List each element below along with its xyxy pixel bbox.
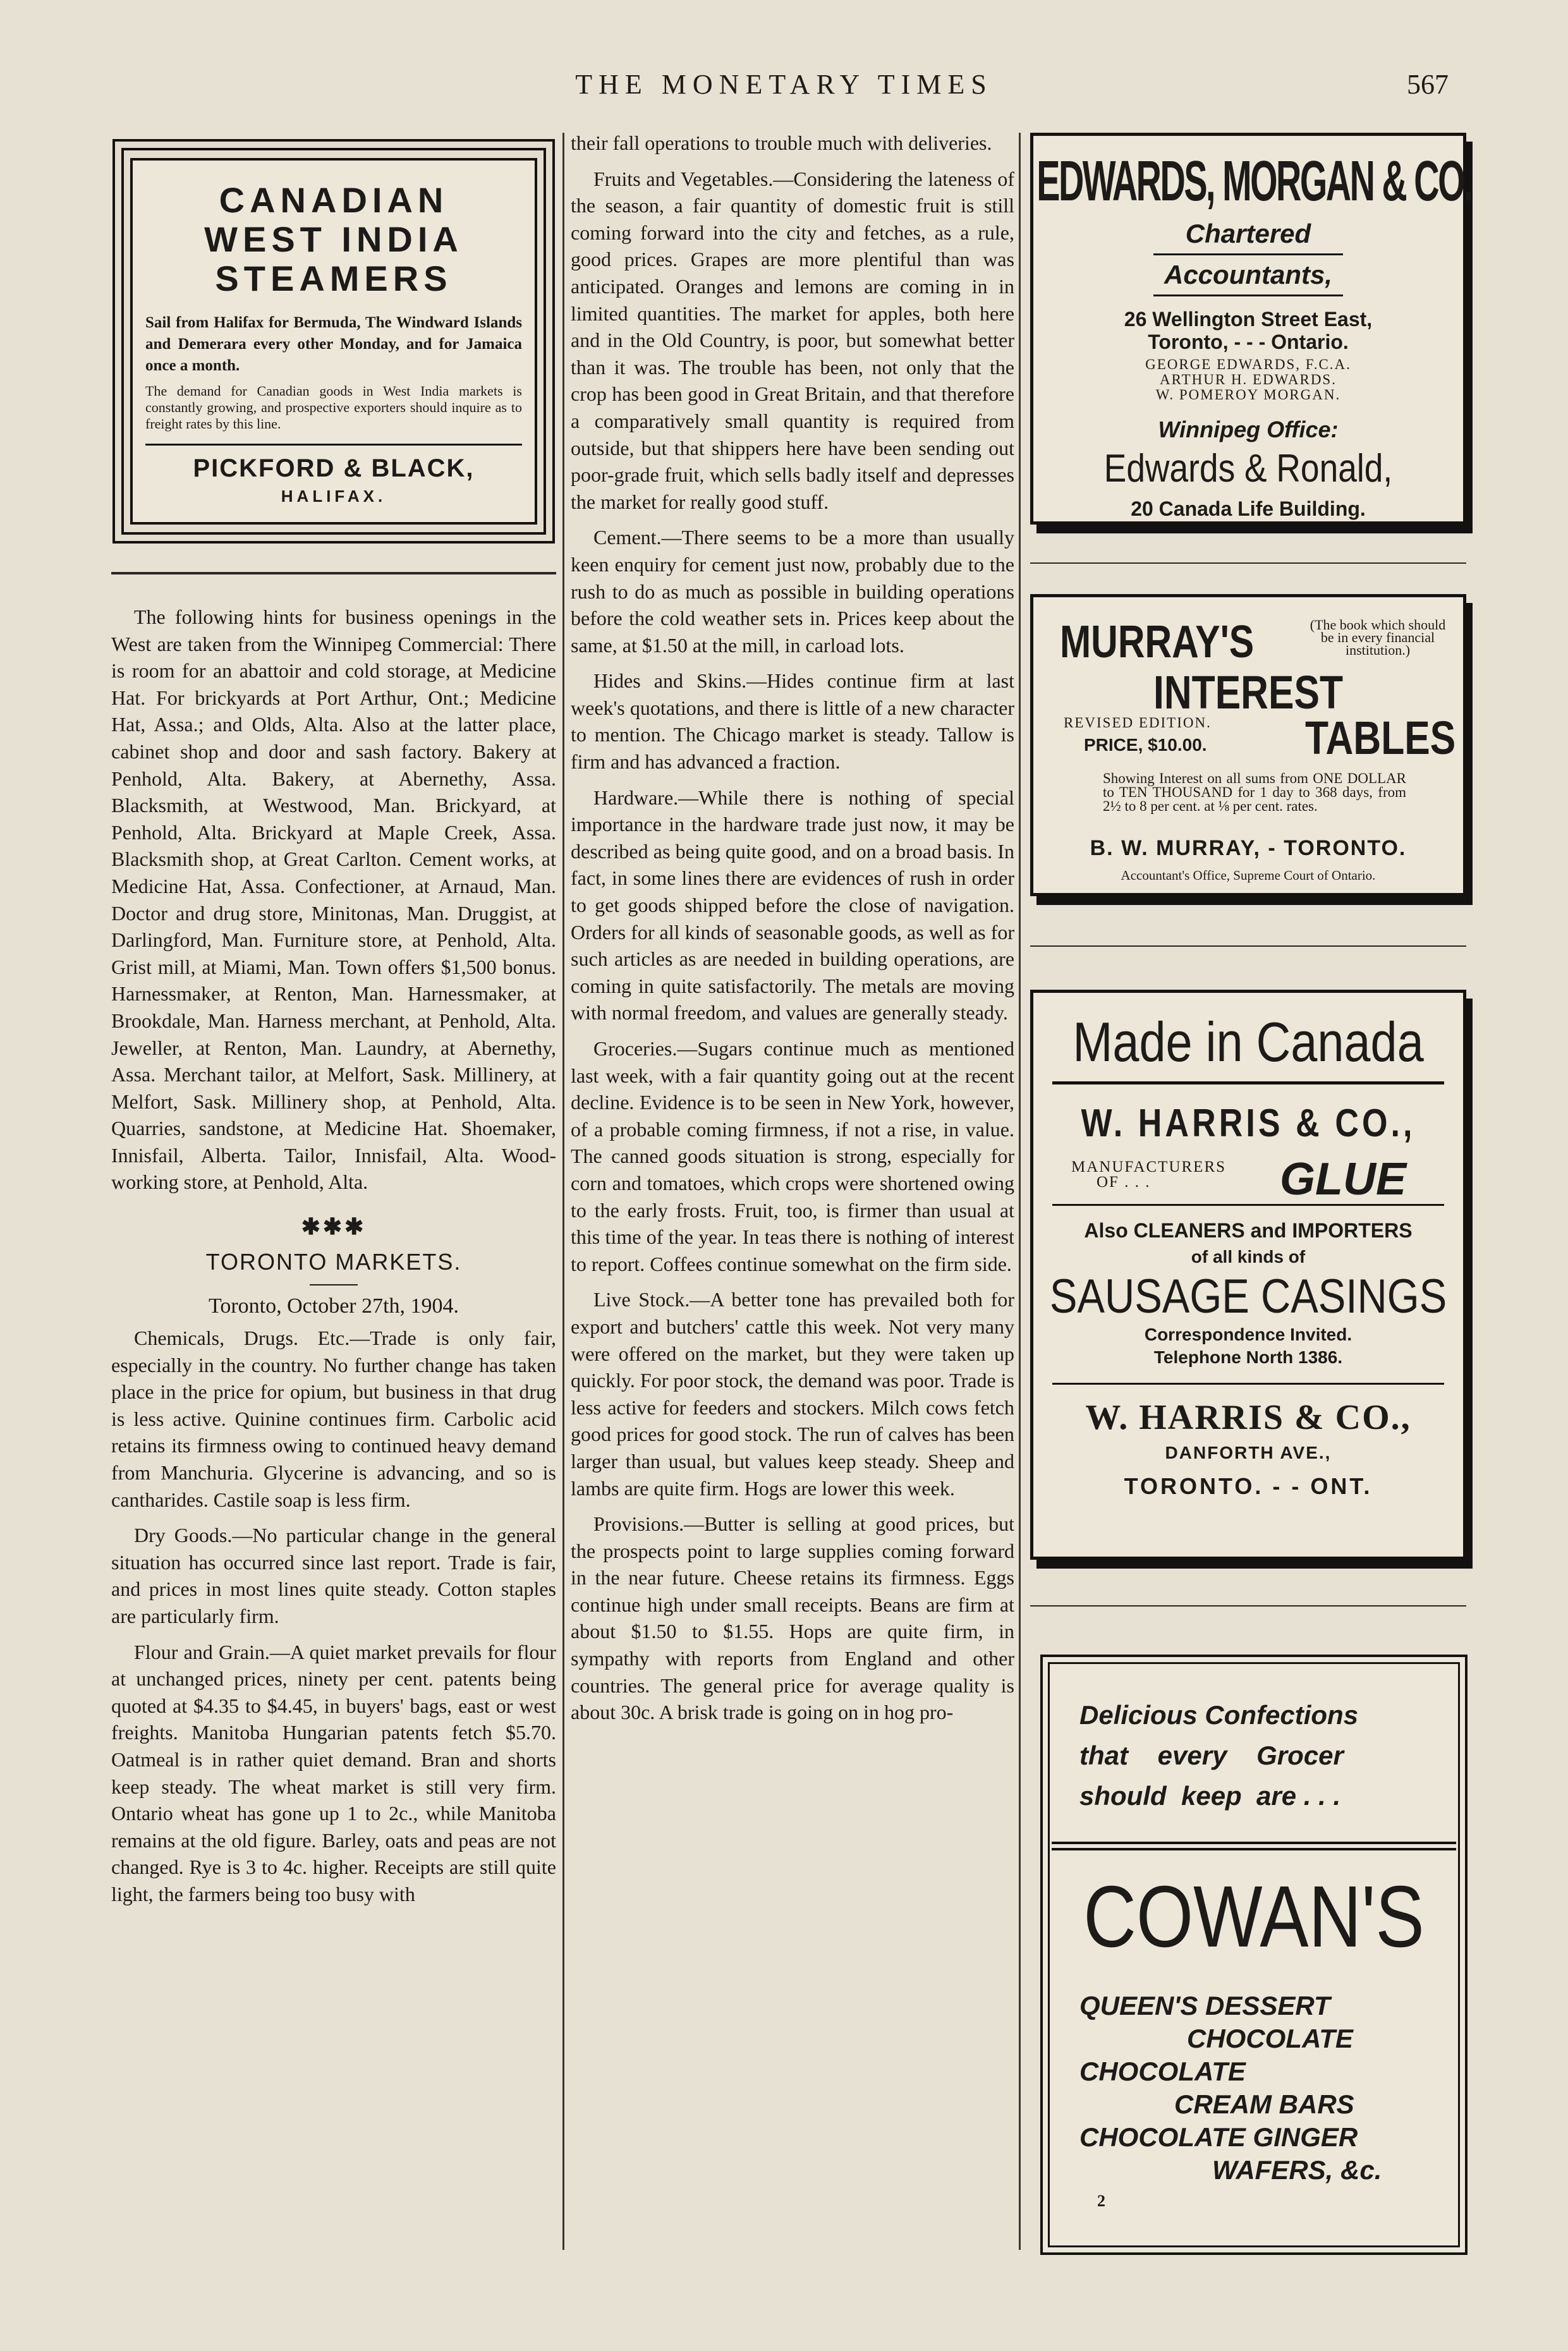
product-list — [1043, 1990, 1465, 2187]
importers-line: of all kinds of — [1191, 1247, 1306, 1267]
agent-city: HALIFAX. — [281, 487, 387, 506]
business-openings-paragraph: The following hints for business openings in the West are taken from the Winnipeg Commercial: There is room for an abattoir and cold storage, at Medicine Hat. For brickyards at Port Arthur, Ont.; Medicine Hat, Assa.; and Olds, Alta. Also at the latter place, cabinet shop and door and sash factory. Bakery at Penhold, Alta. Bakery, at Abernethy, Assa. Blacksmith, at Westwood, Man. Brickyard, at Penhold, Alta. Brickyard at Maple Creek, Assa. Blacksmith shop, at Great Carlton. Cement works, at Medicine Hat, Assa. Confectioner, at Arnaud, Man. Doctor and drug store, Minitonas, Man. Druggist, at Darlingford, Man. Furniture store, at Penhold, Alta. Grist mill, at Miami, Man. Town offers $1,500 bonus. Harnessmaker, at Renton, Man. Harnessmaker, at Brookdale, Man. Harness merchant, at Penhold, Alta. Jeweller, at Renton, Man. Laundry, at Abernethy, Assa. Merchant tailor, at Melfort, Sask. Millinery, at Melfort, Sask. Millinery shop, at Penhold, Alta. Quarries, sandstone, at Medicine Hat. Shoemaker, Innisfail, Alberta. Tailor, Innisfail, Alta. Wood-working store, at Penhold, Alta. — [111, 605, 556, 1194]
tagline-line: should keep are . . . — [1079, 1781, 1341, 1811]
price-label: PRICE, $10.00. — [1084, 735, 1207, 755]
harris-glue-ad — [1030, 990, 1466, 1560]
continued-paragraph: their fall operations to trouble much with deliveries. — [571, 131, 992, 154]
city-line: TORONTO. - - ONT. — [1124, 1473, 1373, 1499]
manufacturers-row — [1033, 1148, 1463, 1205]
tagline — [1043, 1695, 1465, 1816]
divider — [111, 572, 556, 574]
page-header — [0, 68, 1568, 106]
divider — [1153, 253, 1343, 255]
company-name: W. HARRIS & CO., — [1081, 1102, 1416, 1145]
demand-note: The demand for Canadian goods in West India markets is constantly growing, and prospective exporters should inquire as to freight rates by this line. — [145, 383, 522, 432]
ad-title-line: STEAMERS — [215, 258, 453, 298]
column-rule — [562, 133, 564, 2250]
product-line: WAFERS, &c. — [1212, 2155, 1382, 2185]
address-line: Toronto, - - - Ontario. — [1148, 331, 1349, 353]
edwards-morgan-ad — [1030, 133, 1473, 525]
ad-title-line: CANADIAN — [219, 180, 449, 220]
tagline-line: Delicious Confections — [1079, 1700, 1359, 1730]
column-rule — [1019, 133, 1021, 2250]
divider — [310, 1284, 358, 1285]
ornament: ✱✱✱ — [301, 1214, 367, 1240]
product-line: CHOCOLATE GINGER — [1079, 2122, 1358, 2152]
section-title: TORONTO MARKETS. — [205, 1249, 462, 1275]
partner-name: W. POMEROY MORGAN. — [1155, 387, 1341, 403]
divider — [1153, 295, 1343, 296]
book-title-tables: TABLES — [1305, 712, 1456, 764]
manufacturers-line: MANUFACTURERS — [1071, 1158, 1227, 1176]
firm-name: EDWARDS, MORGAN & CO. — [1036, 150, 1473, 213]
sausage-casings-heading: SAUSAGE CASINGS — [1049, 1270, 1447, 1323]
divider — [1030, 562, 1466, 564]
product-line: CHOCOLATE — [1187, 2024, 1353, 2053]
book-description: Showing Interest on all sums from ONE DOLLAR to TEN THOUSAND for 1 day to 368 days, from 2½ to 8 per cent. at ⅛ per cent. rates. — [1103, 770, 1406, 814]
divider — [1030, 945, 1466, 947]
fruits-paragraph: Fruits and Vegetables.—Considering the lateness of the season, a fair quantity of domestic fruit is still coming forward into the city and fetches, as a rule, good prices. Grapes are more plentiful than was anticipated. Oranges and lemons are coming in in limited quantities. The market for apples, both here and in the Old Country, is poor, but somewhat better than it was. The trouble has been, not only that the crop has been good in Great Britain, and that therefore a comparatively small quantity is required from outside, but that shippers here have been sending out poor-grade fruit, which sells badly itself and depresses the market for really good stuff. — [571, 167, 1014, 513]
partner-name: ARTHUR H. EDWARDS. — [1160, 372, 1337, 387]
ad-title-line: WEST INDIA — [204, 219, 463, 259]
running-title: THE MONETARY TIMES — [575, 69, 993, 100]
dry-goods-paragraph: Dry Goods.—No particular change in the general situation has occurred since last report. Trade is fair, and prices in most lines quite steady. Cotton staples are particularly firm. — [111, 1524, 556, 1627]
branch-label: Winnipeg Office: — [1158, 416, 1339, 442]
hardware-paragraph: Hardware.—While there is nothing of special importance in the hardware trade just now, it may be described as being quite good, and on a broad basis. In fact, in some lines there are evidences of rush in order to get goods shipped before the close of navigation. Orders for all kinds of seasonable goods, as well as for such articles as are needed in building operations, are coming in quite satisfactorily. The metals are moving with normal freedom, and values are generally steady. — [571, 786, 1014, 1024]
hides-paragraph: Hides and Skins.—Hides continue firm at last week's quotations, and there is little of a new character to mention. The Chicago market is steady. Tallow is firm and has advanced a fraction. — [571, 669, 1014, 774]
book-note: (The book which should be in every financial institution.) — [1310, 617, 1446, 658]
divider — [1052, 1842, 1456, 1844]
divider — [1030, 1605, 1466, 1607]
company-name-secondary: W. HARRIS & CO., — [1085, 1398, 1411, 1437]
cement-paragraph: Cement.—There seems to be a more than usually keen enquiry for cement just now, probably due to the rush to do as much as possible in building operations before the cold weather sets in. Prices keep about the same, at $1.50 at the mill, in carload lots. — [571, 526, 1014, 657]
address-line: 26 Wellington Street East, — [1124, 308, 1373, 331]
cowans-confections-ad — [1040, 1655, 1468, 2255]
street-address: DANFORTH AVE., — [1165, 1443, 1332, 1462]
divider — [1052, 1383, 1444, 1385]
importers-line: Also CLEANERS and IMPORTERS — [1084, 1219, 1413, 1242]
provisions-paragraph: Provisions.—Butter is selling at good prices, but the prospects point to large supplies coming forward in the near future. Cheese retains its firmness. Eggs continue high under small receipts. Beans are firm at about $1.50 to $1.55. Hops are quite firm, in sympathy with reports from England and other countries. The general price for average quality is about 30c. A brisk trade is going on in hog pro- — [571, 1512, 1014, 1724]
glue-label: GLUE — [1280, 1154, 1407, 1205]
firm-tagline: Accountants, — [1164, 260, 1333, 289]
edition-label: REVISED EDITION. — [1064, 715, 1212, 731]
made-in-canada-heading: Made in Canada — [1073, 1011, 1424, 1073]
page-number: 567 — [1407, 69, 1449, 100]
manufacturers-line: OF . . . — [1097, 1174, 1151, 1191]
product-line: CHOCOLATE — [1079, 2056, 1246, 2086]
agent-name: PICKFORD & BLACK, — [193, 454, 475, 482]
branch-address: 20 Canada Life Building. — [1131, 497, 1366, 520]
murray-name: MURRAY'S — [1060, 617, 1255, 667]
tagline-line: that every Grocer — [1079, 1740, 1344, 1770]
ad-number: 2 — [1097, 2192, 1105, 2210]
column-left — [111, 604, 556, 1917]
author-line: B. W. MURRAY, - TORONTO. — [1090, 836, 1407, 860]
livestock-paragraph: Live Stock.—A better tone has prevailed both for export and butchers' cattle this week. Not very many were offered on the market, but they were taken up quickly. For poor stock, the demand was poor. Trade is less active for feeders and stockers. Milch cows fetch good prices for good stock. The run of calves has been larger than usual, but values keep steady. Sheep and lambs are quite firm. Hogs are lower this week. — [571, 1288, 1014, 1500]
murray-interest-tables-ad — [1030, 594, 1466, 896]
author-office: Accountant's Office, Supreme Court of Ontario. — [1121, 868, 1376, 883]
correspondence-line: Correspondence Invited. — [1144, 1325, 1352, 1344]
telephone-line: Telephone North 1386. — [1153, 1347, 1343, 1367]
column-middle — [571, 130, 1014, 1735]
product-line: QUEEN'S DESSERT — [1079, 1991, 1330, 2020]
firm-tagline: Chartered — [1185, 219, 1311, 248]
divider — [1052, 1081, 1444, 1084]
groceries-paragraph: Groceries.—Sugars continue much as mentioned last week, with a fair quantity going out at the recent decline. Evidence is to be seen in New York, however, of a probable coming firmness, if not a rise, in value. The canned goods situation is strong, especially for corn and tomatoes, which crops were shortened owing to the early frosts. Fruit, too, is firmer than usual at this time of the year. In teas there is nothing of interest to report. Coffees continue somewhat on the firm side. — [571, 1037, 1014, 1275]
chemicals-paragraph: Chemicals, Drugs. Etc.—Trade is only fair, especially in the country. No further change has taken place in the price for opium, but business in that drug is less active. Quinine continues firm. Carbolic acid retains its firmness owing to continued heavy demand from Manchuria. Glycerine is advancing, and so is cantharides. Castile soap is less firm. — [111, 1327, 556, 1511]
manufacturers-label — [1071, 1160, 1226, 1190]
west-india-steamers-ad — [130, 158, 537, 525]
dateline: Toronto, October 27th, 1904. — [208, 1294, 459, 1318]
branch-firm: Edwards & Ronald, — [1103, 447, 1393, 490]
sailing-schedule: Sail from Halifax for Bermuda, The Windward Islands and Demerara every other Monday, and for Jamaica once a month. — [145, 314, 522, 374]
book-title-interest: INTEREST — [1153, 666, 1344, 719]
partner-name: GEORGE EDWARDS, F.C.A. — [1145, 356, 1351, 372]
flour-grain-paragraph: Flour and Grain.—A quiet market prevails for flour at unchanged prices, ninety per cent. patents being quoted at $4.35 to $4.45, in buyers' bags, east or west freights. Manitoba Hungarian patents fetch $5.70. Oatmeal is in rather quiet demand. Bran and shorts keep steady. The wheat market is still very firm. Ontario wheat has gone up 1 to 2c., while Manitoba remains at the old figure. Barley, oats and peas are not changed. Rye is 3 to 4c. higher. Receipts are still quite light, the farmers being too busy with — [111, 1640, 556, 1905]
product-line: CREAM BARS — [1174, 2089, 1354, 2119]
brand-name: COWAN'S — [1083, 1868, 1425, 1965]
divider — [145, 444, 522, 446]
